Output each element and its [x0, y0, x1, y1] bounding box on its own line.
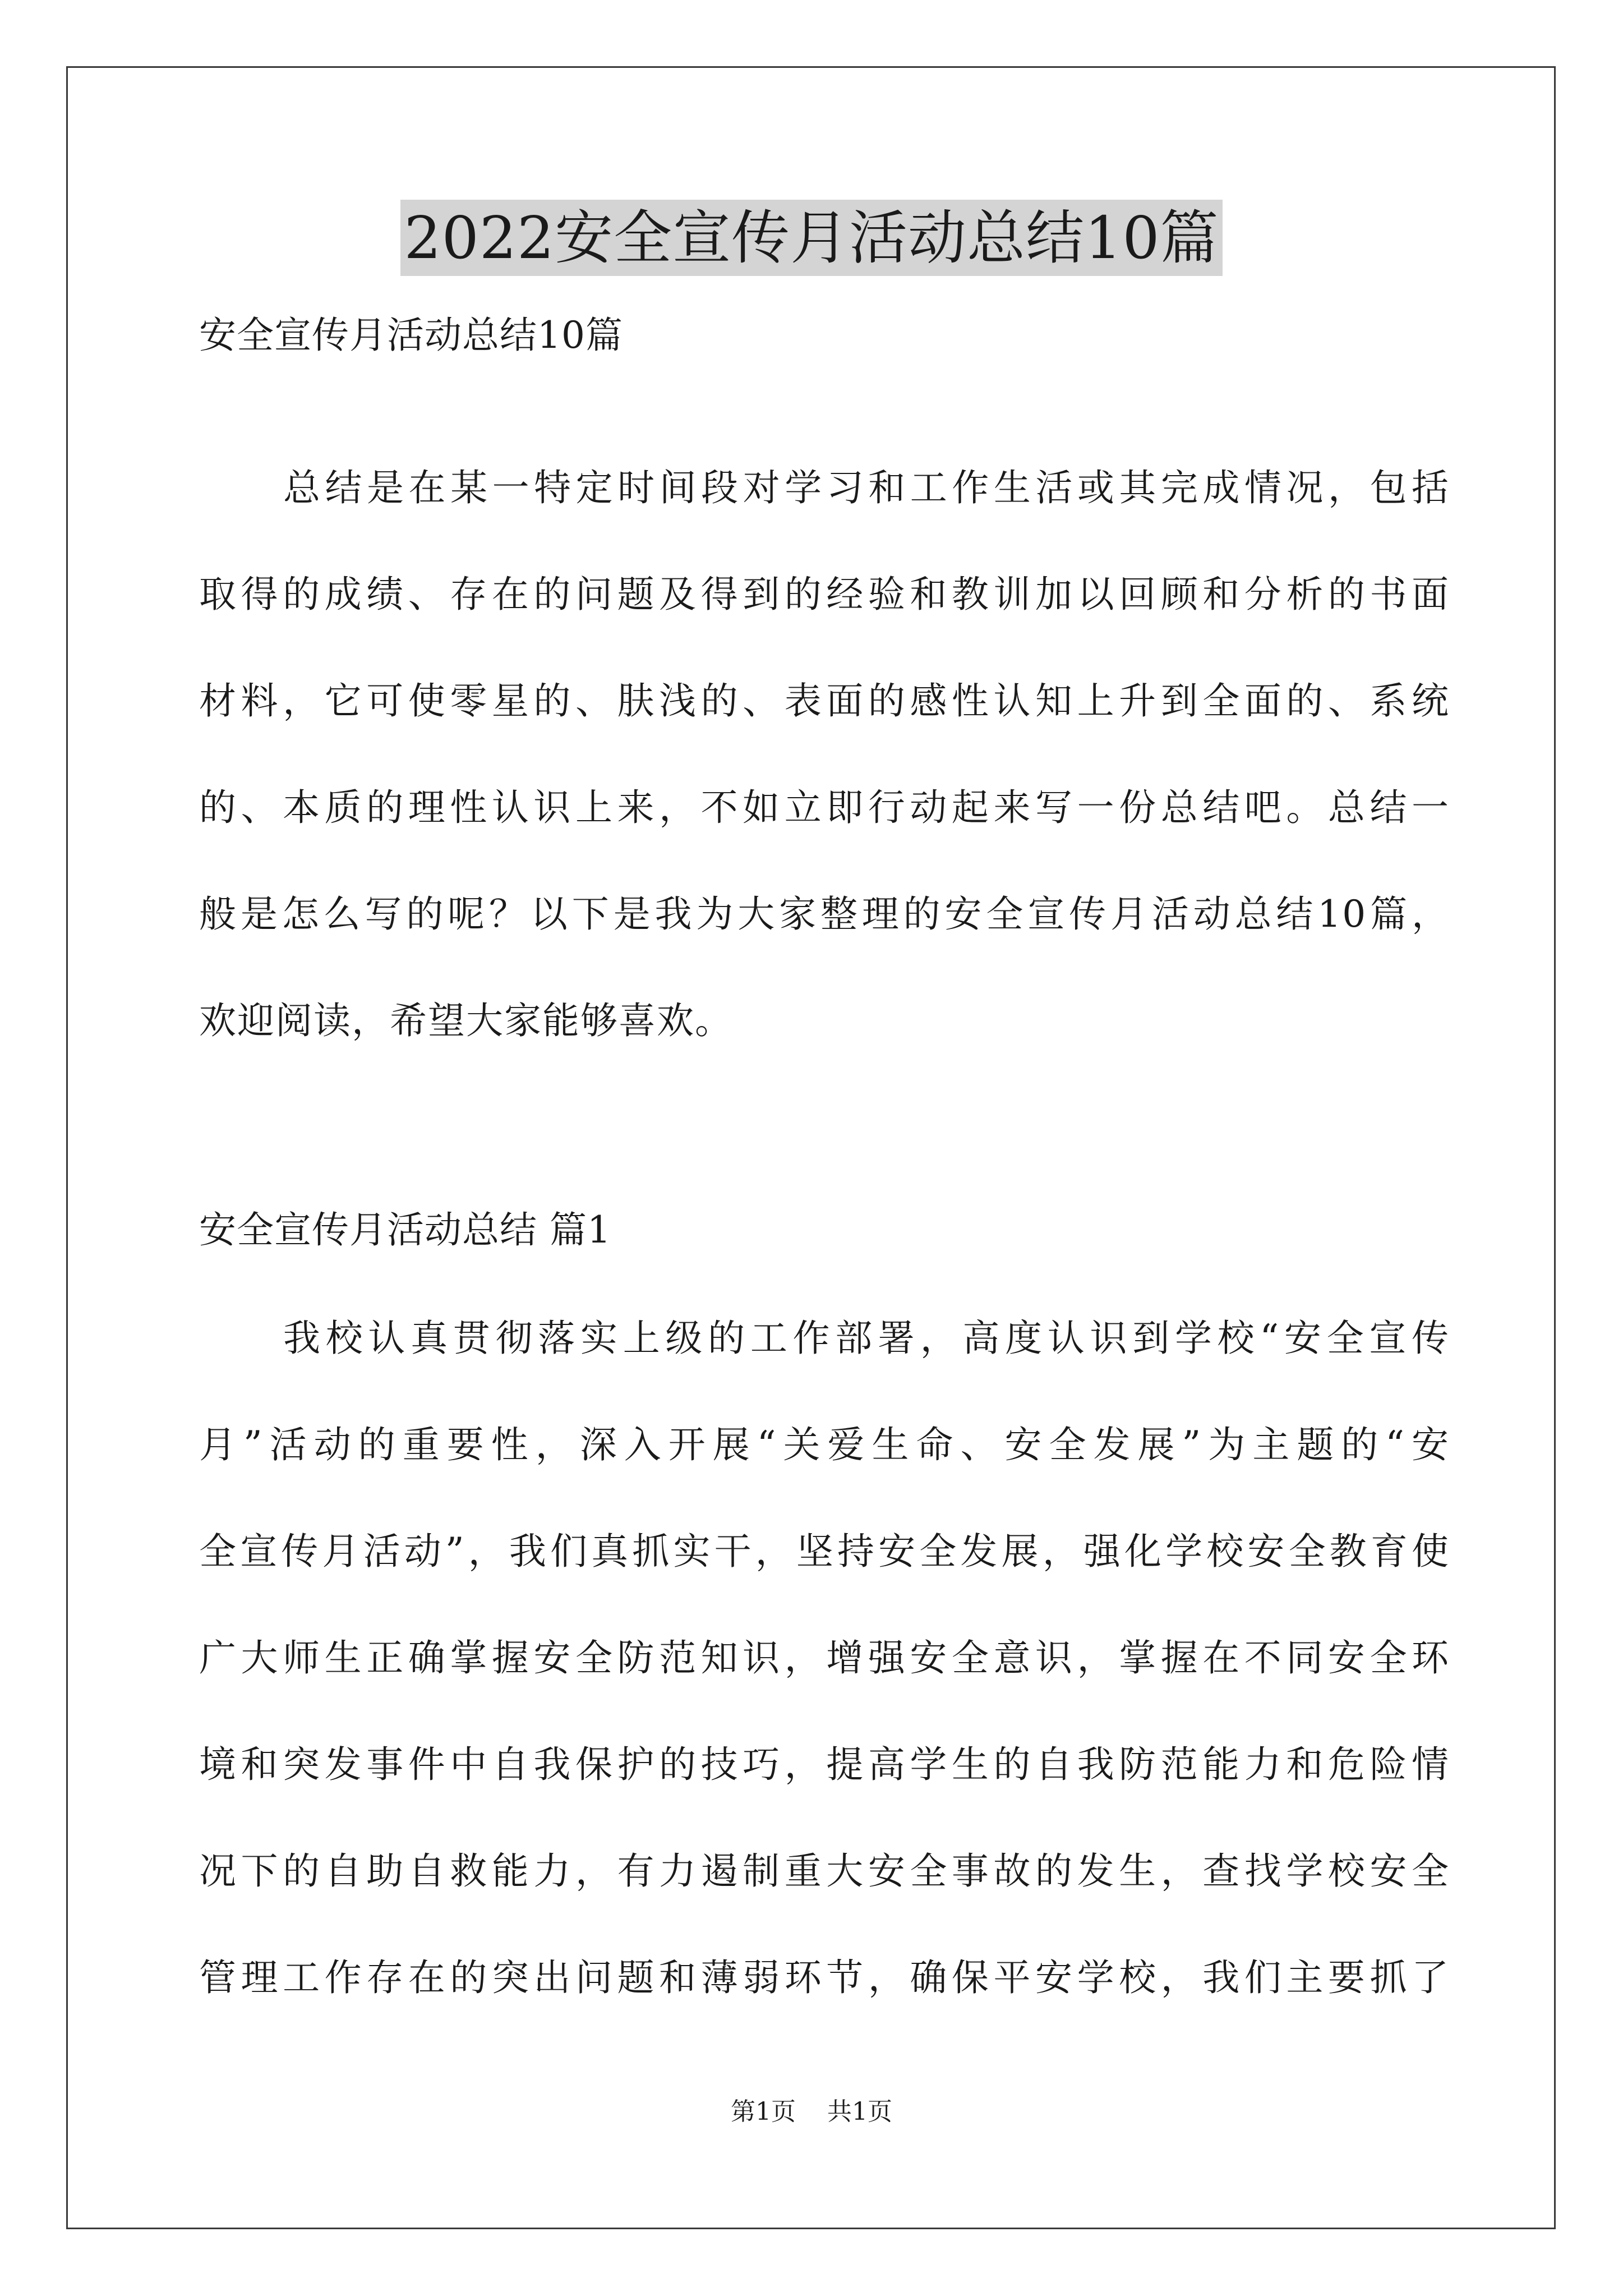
section-paragraph-line: 全宣传月活动”，我们真抓实干，坚持安全发展，强化学校安全教育使 [199, 1530, 1450, 1573]
section-paragraph-line: 月”活动的重要性，深入开展“关爱生命、安全发展”为主题的“安 [199, 1423, 1450, 1466]
page-border [66, 66, 1556, 2229]
document-title [0, 200, 1623, 278]
document-title-text: 2022安全宣传月活动总结10篇 [400, 200, 1222, 276]
intro-paragraph-line: 欢迎阅读，希望大家能够喜欢。 [199, 999, 733, 1042]
intro-paragraph-line: 般是怎么写的呢？以下是我为大家整理的安全宣传月活动总结10篇， [199, 892, 1450, 936]
section-paragraph-line: 广大师生正确掌握安全防范知识，增强安全意识，掌握在不同安全环 [199, 1636, 1450, 1680]
intro-paragraph-line: 总结是在某一特定时间段对学习和工作生活或其完成情况，包括 [283, 466, 1450, 509]
intro-paragraph-line: 取得的成绩、存在的问题及得到的经验和教训加以回顾和分析的书面 [199, 573, 1450, 616]
page-footer: 第1页 共1页 [731, 2097, 892, 2126]
intro-heading: 安全宣传月活动总结10篇 [199, 314, 623, 357]
section-paragraph-line: 我校认真贯彻落实上级的工作部署，高度认识到学校“安全宣传 [283, 1317, 1450, 1360]
intro-paragraph-line: 材料，它可使零星的、肤浅的、表面的感性认知上升到全面的、系统 [199, 679, 1450, 723]
section-heading: 安全宣传月活动总结 篇1 [199, 1208, 611, 1251]
intro-paragraph-line: 的、本质的理性认识上来，不如立即行动起来写一份总结吧。总结一 [199, 786, 1450, 829]
section-paragraph-line: 境和突发事件中自我保护的技巧，提高学生的自我防范能力和危险情 [199, 1743, 1450, 1786]
section-paragraph-line: 管理工作存在的突出问题和薄弱环节，确保平安学校，我们主要抓了 [199, 1956, 1450, 1999]
section-paragraph-line: 况下的自助自救能力，有力遏制重大安全事故的发生，查找学校安全 [199, 1849, 1450, 1893]
